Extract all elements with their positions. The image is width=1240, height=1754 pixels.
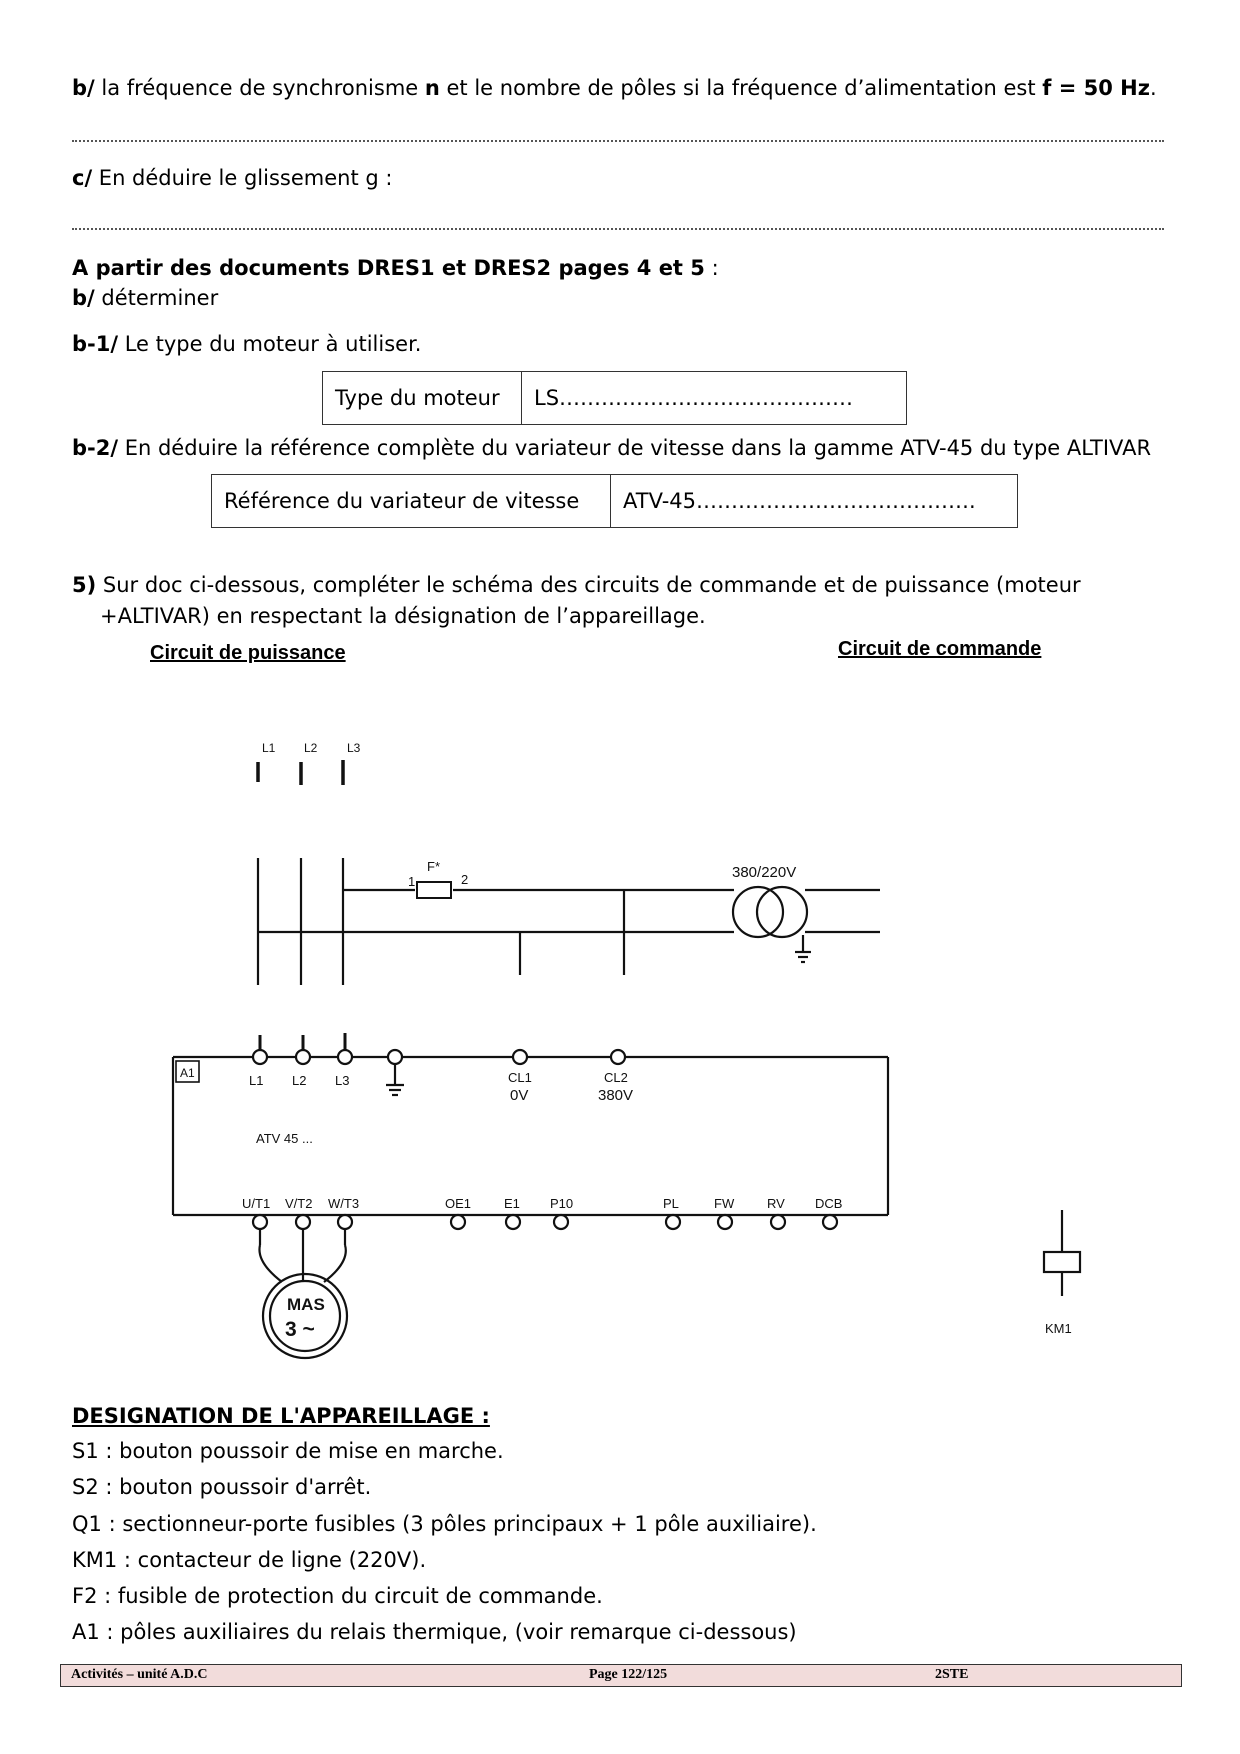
designation-item: S1 : bouton poussoir de mise en marche.	[72, 1439, 504, 1463]
heading-colon: :	[704, 256, 719, 280]
question-5	[72, 573, 1081, 597]
supply-label: L3	[347, 741, 361, 755]
title-circuit-commande: Circuit de commande	[838, 638, 1042, 660]
terminal-label: U/T1	[242, 1196, 271, 1211]
fuse-label: F*	[427, 859, 440, 874]
designation-item: S2 : bouton poussoir d'arrêt.	[72, 1475, 372, 1499]
question-label: b/	[72, 286, 95, 310]
motor-label: MAS	[287, 1295, 325, 1314]
transformer-label: 380/220V	[732, 864, 797, 881]
terminal-label-cl2: CL2	[604, 1070, 628, 1085]
terminal-label: RV	[767, 1196, 785, 1211]
supply-label: L1	[262, 741, 276, 755]
variator-tag: A1	[180, 1066, 195, 1080]
period: .	[1149, 76, 1157, 100]
question-b2	[72, 436, 1151, 460]
question-label: c/	[72, 166, 93, 190]
terminal-label: E1	[504, 1196, 520, 1211]
motor-phase: 3 ~	[285, 1318, 315, 1341]
page-footer	[60, 1664, 1182, 1687]
designation-item: A1 : pôles auxiliaires du relais thermique, (voir remarque ci-dessous)	[72, 1620, 797, 1644]
terminal-label-cl1: CL1	[508, 1070, 532, 1085]
variator-reference: ATV 45 ...	[256, 1131, 313, 1146]
heading-text: A partir des documents DRES1 et DRES2 pages 4 et 5	[72, 256, 705, 280]
designation-item: KM1 : contacteur de ligne (220V).	[72, 1548, 427, 1572]
question-text: Sur doc ci-dessous, compléter le schéma des circuits de commande et de puissance (moteur	[96, 573, 1081, 597]
supply-label: L2	[304, 741, 318, 755]
terminal-label: L2	[292, 1073, 307, 1088]
fuse-pin-2: 2	[461, 872, 469, 887]
designation-item: F2 : fusible de protection du circuit de commande.	[72, 1584, 603, 1608]
terminal-label: DCB	[815, 1196, 843, 1211]
terminal-label: P10	[550, 1196, 574, 1211]
footer-page-number: Page 122/125	[589, 1667, 668, 1682]
question-label: b/	[72, 76, 95, 100]
terminal-label: PL	[663, 1196, 679, 1211]
designation-title: DESIGNATION DE L'APPAREILLAGE :	[72, 1404, 490, 1428]
fuse-pin-1: 1	[408, 874, 416, 889]
terminal-value-cl1: 0V	[510, 1087, 529, 1104]
footer-left: Activités – unité A.D.C	[71, 1667, 208, 1682]
question-label: 5)	[72, 573, 97, 597]
table-answer-cell[interactable]: ATV-45………………………………….	[611, 475, 1018, 528]
question-b-frequence	[72, 76, 1157, 100]
question-label: b-1/	[72, 332, 119, 356]
table-label-cell: Référence du variateur de vitesse	[212, 475, 611, 528]
question-text: la fréquence de synchronisme	[94, 76, 425, 100]
question-text: En déduire le glissement g :	[92, 166, 393, 190]
symbol-n: n	[424, 76, 440, 100]
coil-label: KM1	[1045, 1321, 1072, 1336]
question-5-line2: +ALTIVAR) en respectant la désignation de l’appareillage.	[100, 604, 706, 628]
terminal-label: W/T3	[328, 1196, 360, 1211]
question-b1	[72, 332, 421, 356]
question-c-glissement	[72, 166, 392, 190]
footer-class: 2STE	[935, 1667, 969, 1682]
table-answer-cell[interactable]: LS……………………………………	[522, 372, 907, 425]
section-heading	[72, 256, 719, 280]
table-label-cell: Type du moteur	[323, 372, 522, 425]
terminal-label: L1	[249, 1073, 264, 1088]
frequency-value: f = 50 Hz	[1042, 76, 1150, 100]
question-text: En déduire la référence complète du variateur de vitesse dans la gamme ATV-45 du type ALTIVAR	[118, 436, 1152, 460]
terminal-label: OE1	[445, 1196, 472, 1211]
designation-item: Q1 : sectionneur-porte fusibles (3 pôles principaux + 1 pôle auxiliaire).	[72, 1512, 817, 1536]
fuse-symbol	[417, 882, 451, 898]
question-label: b-2/	[72, 436, 119, 460]
question-text: et le nombre de pôles si la fréquence d’alimentation est	[439, 76, 1043, 100]
question-text: Le type du moteur à utiliser.	[118, 332, 422, 356]
table-reference-variateur	[211, 474, 1018, 528]
terminal-label: L3	[335, 1073, 350, 1088]
terminal-label: FW	[714, 1196, 735, 1211]
question-text: déterminer	[94, 286, 219, 310]
table-type-moteur	[322, 371, 907, 425]
answer-line[interactable]	[72, 228, 1164, 230]
terminal-label: V/T2	[285, 1196, 313, 1211]
terminal-value-cl2: 380V	[598, 1087, 634, 1104]
question-b-determiner	[72, 286, 218, 310]
schematic-diagram	[0, 600, 1240, 1360]
answer-line[interactable]	[72, 140, 1164, 142]
title-circuit-puissance: Circuit de puissance	[150, 642, 346, 664]
